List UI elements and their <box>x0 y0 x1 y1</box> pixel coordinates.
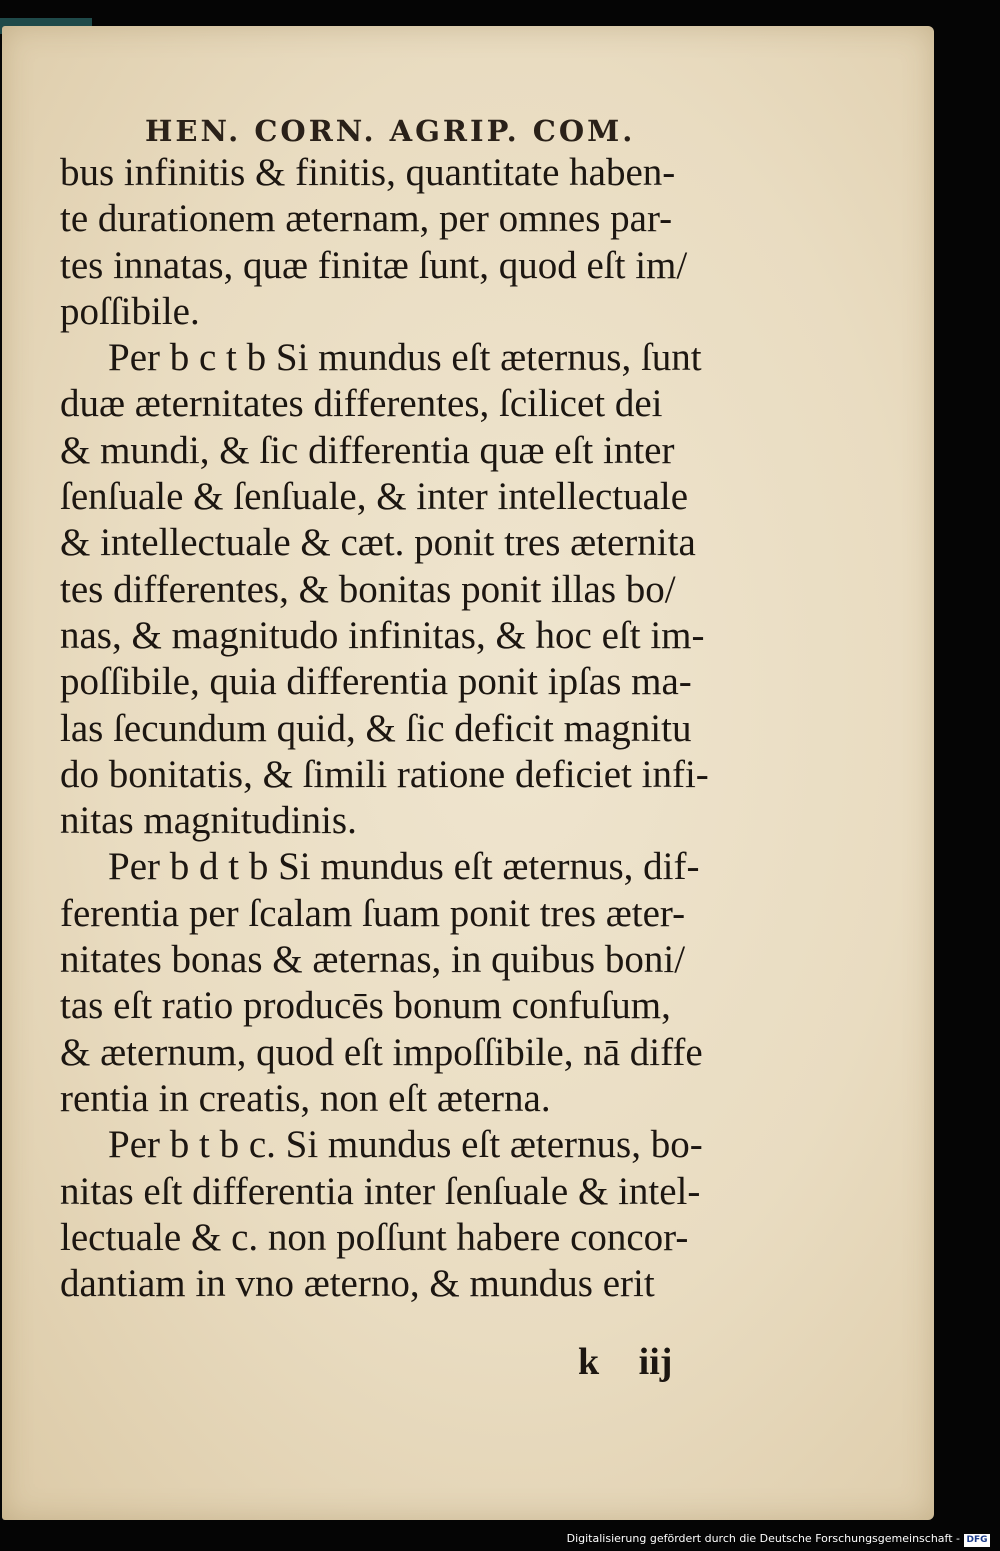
text-line: & intellectuale & cæt. ponit tres æternita <box>60 521 696 565</box>
paragraph-start-line: Per b t b c. Si mundus eſt æternus, bo- <box>108 1123 703 1167</box>
text-line: ſenſuale & ſenſuale, & inter intellectuale <box>60 475 689 519</box>
text-line: tes innatas, quæ finitæ ſunt, quod eſt im/ <box>60 243 688 287</box>
text-line: te durationem æternam, per omnes par- <box>60 197 673 241</box>
text-line: do bonitatis, & ſimili ratione deficiet infi- <box>60 752 709 796</box>
text-line: tas eſt ratio producēs bonum confuſum, <box>60 984 671 1028</box>
text-line: nas, & magnitudo infinitas, & hoc eſt im- <box>60 613 705 657</box>
paragraph-start-line: Per b c t b Si mundus eſt æternus, ſunt <box>108 336 702 380</box>
text-line: dantiam in vno æterno, & mundus erit <box>60 1262 655 1306</box>
text-line: & æternum, quod eſt impoſſibile, nā diffe <box>60 1030 703 1074</box>
dfg-logo-icon: DFG <box>964 1534 990 1547</box>
text-line: poſſibile, quia differentia ponit ipſas ma- <box>60 660 692 704</box>
signature-mark: k iij <box>578 1341 673 1383</box>
funding-footer: Digitalisierung gefördert durch die Deutsche Forschungsgemeinschaft - <box>566 1532 960 1545</box>
text-line: ferentia per ſcalam ſuam ponit tres æter- <box>60 891 686 935</box>
text-line: las ſecundum quid, & ſic deficit magnitu <box>60 706 692 750</box>
text-line: nitas magnitudinis. <box>60 799 357 843</box>
text-line: tes differentes, & bonitas ponit illas bo/ <box>60 567 676 611</box>
text-line: poſſibile. <box>60 289 200 333</box>
text-line: nitas eſt differentia inter ſenſuale & intel- <box>60 1169 701 1213</box>
text-line: bus infinitis & finitis, quantitate haben- <box>60 151 676 194</box>
running-head: HEN. CORN. AGRIP. COM. <box>145 114 636 148</box>
paragraph-start-line: Per b d t b Si mundus eſt æternus, dif- <box>108 845 700 889</box>
text-line: lectuale & c. non poſſunt habere concor- <box>60 1215 689 1259</box>
text-line: duæ æternitates differentes, ſcilicet dei <box>60 382 663 426</box>
text-line: & mundi, & ſic differentia quæ eſt inter <box>60 428 675 472</box>
text-line: rentia in creatis, non eſt æterna. <box>60 1076 551 1120</box>
text-block <box>60 150 790 1307</box>
text-line: nitates bonas & æternas, in quibus boni/ <box>60 938 686 982</box>
